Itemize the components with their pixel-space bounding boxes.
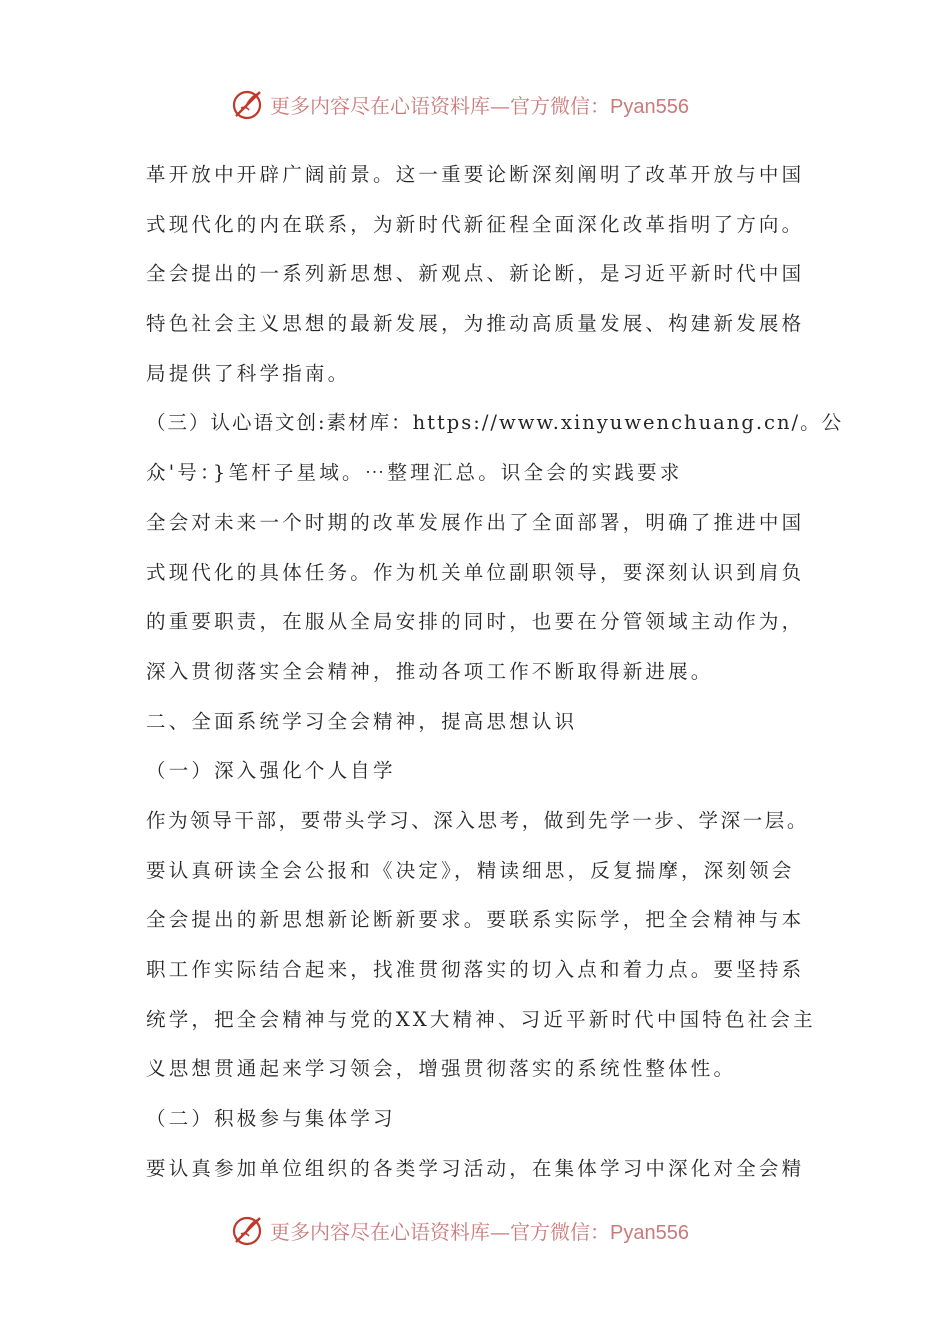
text-line: 特色社会主义思想的最新发展，为推动高质量发展、构建新发展格 <box>146 312 805 336</box>
text-line: 革开放中开辟广阔前景。这一重要论断深刻阐明了改革开放与中国 <box>146 163 805 186</box>
banner-text: 更多内容尽在心语资料库—官方微信：Pyan556 <box>270 1219 689 1244</box>
document-body <box>146 150 844 1193</box>
text-line: 全会提出的一系列新思想、新观点、新论断，是习近平新时代中国 <box>146 262 805 286</box>
text-line: 统学，把全会精神与党的XX大精神、习近平新时代中国特色社会主 <box>146 1007 816 1031</box>
text-line: 的重要职责，在服从全局安排的同时，也要在分管领域主动作为， <box>146 610 805 634</box>
subsection-heading: （二）积极参与集体学习 <box>146 1107 396 1131</box>
text-line: 众'号：}笔杆子星域。⋯整理汇总。识全会的实践要求 <box>146 461 683 485</box>
quill-logo-icon <box>230 1212 266 1248</box>
text-line: 要认真参加单位组织的各类学习活动，在集体学习中深化对全会精 <box>146 1156 805 1180</box>
section-heading: 二、全面系统学习全会精神，提高思想认识 <box>146 709 578 733</box>
banner-text: 更多内容尽在心语资料库—官方微信：Pyan556 <box>270 93 689 118</box>
text-line: 式现代化的内在联系，为新时代新征程全面深化改革指明了方向。 <box>146 212 805 236</box>
subsection-heading: （一）深入强化个人自学 <box>146 759 396 783</box>
text-line: 全会提出的新思想新论断新要求。要联系实际学，把全会精神与本 <box>146 908 805 932</box>
text-line: 全会对未来一个时期的改革发展作出了全面部署，明确了推进中国 <box>146 510 805 534</box>
text-line: 职工作实际结合起来，找准贯彻落实的切入点和着力点。要坚持系 <box>146 958 805 981</box>
footer-banner <box>230 1210 730 1250</box>
text-line: 局提供了科学指南。 <box>146 361 351 385</box>
text-line: 义思想贯通起来学习领会，增强贯彻落实的系统性整体性。 <box>146 1057 737 1081</box>
text-line: （三）认心语文创:素材库：https://www.xinyuwenchuang.cn/。公 <box>146 411 844 435</box>
text-line: 深入贯彻落实全会精神，推动各项工作不断取得新进展。 <box>146 659 714 683</box>
text-line: 要认真研读全会公报和《决定》，精读细思，反复揣摩，深刻领会 <box>146 858 795 882</box>
header-banner <box>230 84 730 124</box>
quill-logo-icon <box>230 86 266 122</box>
text-line: 作为领导干部，要带头学习、深入思考，做到先学一步、学深一层。 <box>146 808 810 832</box>
text-line: 式现代化的具体任务。作为机关单位副职领导，要深刻认识到肩负 <box>146 560 805 584</box>
